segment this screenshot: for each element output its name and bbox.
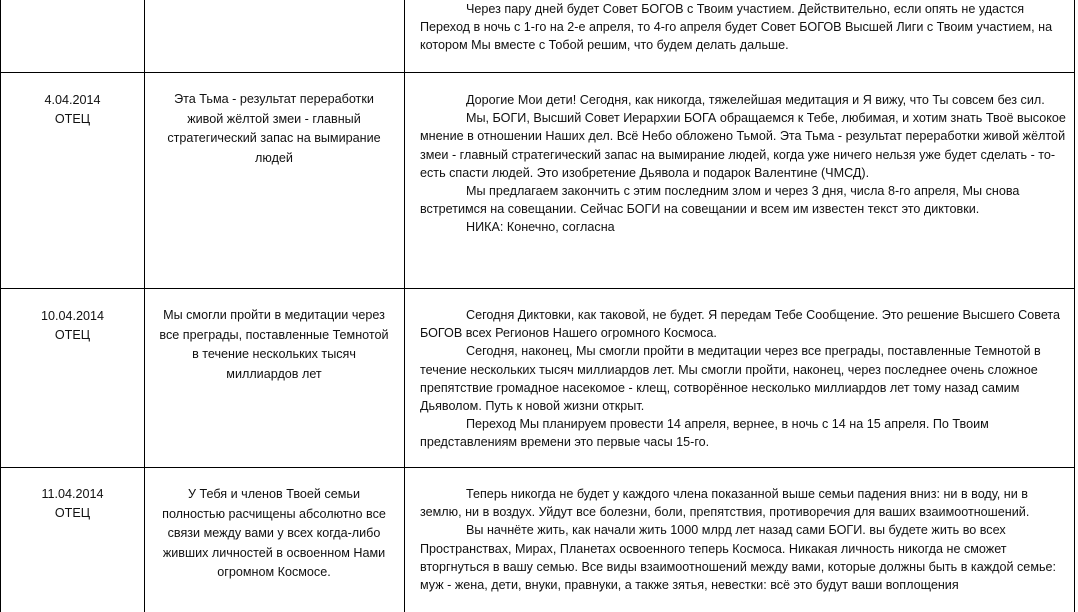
summary-cell	[145, 90, 403, 168]
entry-date: 11.04.2014	[41, 487, 104, 501]
table-row	[0, 468, 1075, 612]
date-cell	[1, 485, 144, 523]
summary-cell	[145, 306, 403, 384]
paragraph: Дорогие Мои дети! Сегодня, как никогда, тяжелейшая медитация и Я вижу, что Ты совсем без сил.	[466, 93, 1045, 107]
text-cell	[405, 0, 1067, 55]
paragraph: Сегодня, наконец, Мы смогли пройти в медитации через все преграды, поставленные Темнотой в течение нескольких тысяч миллиардов лет. Мы смогли пройти, наконец, через последнее очень сложное препятствие громадное насекомое - клещ, сотворённое несколько миллиардов лет тому назад самим Дьяволом. Путь к новой жизни открыт.	[420, 344, 1041, 414]
entry-author: ОТЕЦ	[54, 328, 91, 342]
text-cell	[405, 485, 1067, 594]
paragraph: Сегодня Диктовки, как таковой, не будет. Я передам Тебе Сообщение. Это решение Высшего Совета БОГОВ всех Регионов Нашего огромного Космоса.	[420, 308, 1061, 341]
paragraph: Теперь никогда не будет у каждого члена показанной выше семьи падения вниз: ни в воду, ни в землю, ни в воздух. Уйдут все болезни, боли, препятствия, противоречия для ваших взаимоотношений.	[420, 487, 1030, 520]
date-cell	[1, 91, 144, 129]
paragraph: Мы, БОГИ, Высший Совет Иерархии БОГА обращаемся к Тебе, любимая, и хотим знать Твоё высокое мнение в отношении Наших дел. Всё Небо обложено Тьмой. Эта Тьма - результат переработки живой жёлтой змеи - главный стратегический запас на вымирание людей, когда уже ничего нельзя уже будет сделать - то-есть спасти людей. Это изобретение Дьявола и подарок Валентине (ЧМСД).	[420, 111, 1066, 180]
paragraph: Через пару дней будет Совет БОГОВ с Твоим участием. Действительно, если опять не удастся Переход в ночь с 1-го на 2-е апреля, то 4-го апреля будет Совет БОГОВ Высшей Лиги с Твоим участием, на котором Мы вместе с Тобой решим, что будем делать дальше.	[420, 2, 1053, 53]
entry-summary: Эта Тьма - результат переработки живой жёлтой змеи - главный стратегический запас на вымирание людей	[167, 92, 381, 165]
table-row	[0, 289, 1075, 467]
paragraph: Переход Мы планируем провести 14 апреля, вернее, в ночь с 14 на 15 апреля. По Твоим представлениям времени это первые часы 15-го.	[420, 417, 989, 450]
table-row	[0, 0, 1075, 72]
paragraph: Вы начнёте жить, как начали жить 1000 млрд лет назад сами БОГИ. вы будете жить во всех Пространствах, Мирах, Планетах освоенного теперь Космоса. Никакая личность никогда не сможет вторгнуться в вашу семью. Все виды взаимоотношений между вами, которые должны быть в каждой семье: муж - жена, дети, внуки, правнуки, а также зятья, невестки: всё это будут ваши воплощения	[420, 523, 1057, 593]
table-row	[0, 73, 1075, 288]
text-cell	[405, 306, 1067, 452]
text-cell	[405, 91, 1067, 237]
entry-date: 10.04.2014	[40, 309, 105, 323]
paragraph: Мы предлагаем закончить с этим последним злом и через 3 дня, числа 8-го апреля, Мы снова встретимся на совещании. Сейчас БОГИ на совещании и всем им известен текст это диктовки.	[420, 184, 1020, 217]
entry-summary: У Тебя и членов Твоей семьи полностью расчищены абсолютно все связи между вами у всех когда-либо живших личностей в освоенном Нами огромном Космосе.	[162, 487, 386, 579]
summary-cell	[145, 485, 403, 583]
date-cell	[1, 307, 144, 345]
paragraph: НИКА: Конечно, согласна	[466, 220, 615, 235]
entry-author: ОТЕЦ	[54, 112, 91, 126]
entry-date: 4.04.2014	[44, 93, 101, 107]
entry-summary: Мы смогли пройти в медитации через все преграды, поставленные Темнотой в течение нескольких тысяч миллиардов лет	[159, 308, 389, 381]
entry-author: ОТЕЦ	[54, 506, 91, 520]
